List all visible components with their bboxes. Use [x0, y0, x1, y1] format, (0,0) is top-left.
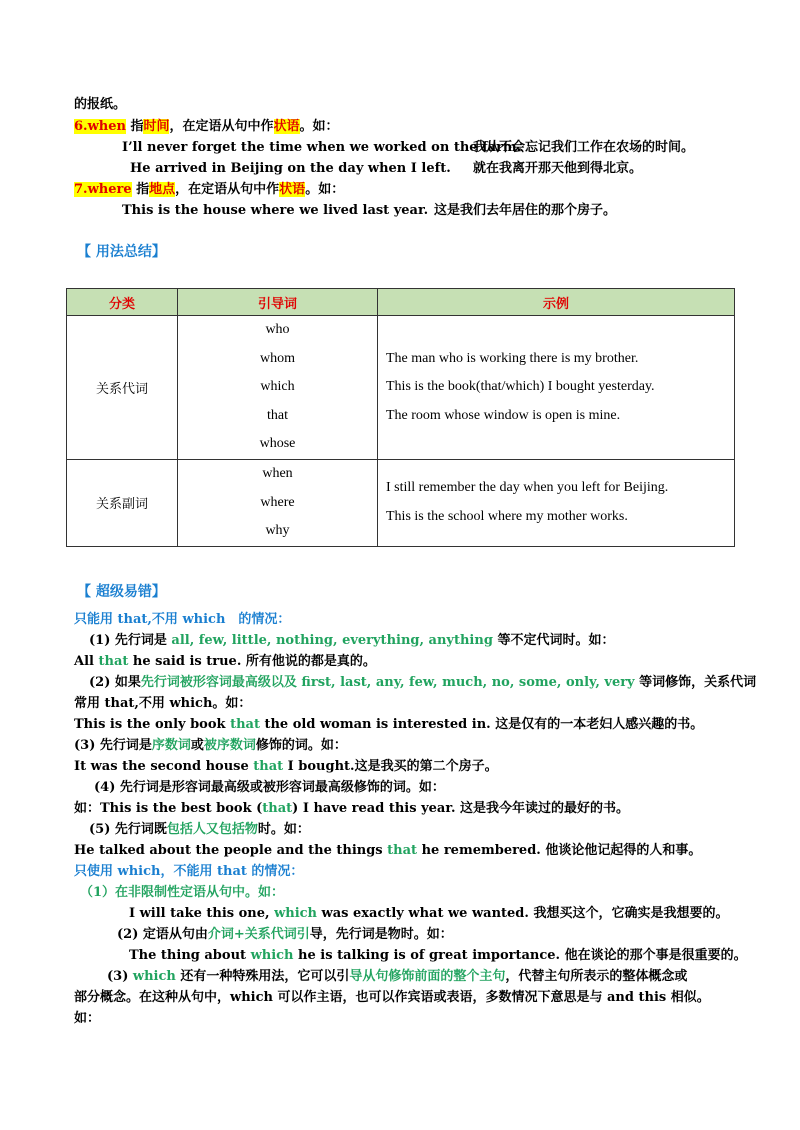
section-title-errors: 【 超级易错】	[77, 584, 166, 600]
keyword-adverbial: 状语	[273, 119, 300, 134]
examples-cell	[378, 459, 735, 546]
word: where	[260, 494, 295, 510]
example	[74, 653, 376, 671]
keyword-place: 地点	[149, 182, 176, 197]
text: the old woman is interested in. 这是仅有的一本老妇人感兴趣的书。	[259, 717, 704, 732]
words-cell	[178, 459, 378, 546]
subtitle-only-that: 只能用 that,不用 which 的情况：	[74, 612, 291, 627]
example: I still remember the day when you left for Beijing.	[386, 480, 669, 496]
text: This is the only book	[74, 717, 231, 732]
rule-item	[89, 821, 310, 839]
keyword-which: which	[274, 906, 318, 921]
text: he remembered. 他谈论他记起得的人和事。	[417, 843, 702, 858]
text: was exactly what we wanted. 我想买这个，它确实是我想要的。	[317, 906, 729, 921]
text: 还有一种特殊用法，它可以引	[175, 969, 350, 984]
rule-item	[89, 632, 614, 650]
table-row	[67, 316, 735, 460]
example-en: He arrived in Beijing on the day when I left.	[130, 161, 451, 176]
text: 时。如：	[257, 822, 310, 837]
keyword-that: that	[230, 717, 260, 732]
example-zh: 这是我们去年居住的那个房子。	[434, 203, 617, 218]
keyword-that: that	[253, 759, 284, 774]
table-row	[67, 459, 735, 546]
table-header-row	[67, 289, 735, 316]
rule-number: 6.when	[74, 119, 126, 134]
word: when	[262, 465, 293, 481]
highlight: 介词+关系代词引	[207, 927, 310, 942]
text-line: 部分概念。在这种从句中，which 可以作主语，也可以作宾语或表语，多数情况下意思是与 and this 相似。	[74, 990, 710, 1005]
words-cell	[178, 316, 378, 460]
header-category: 分类	[67, 289, 178, 316]
section-title-summary: 【 用法总结】	[77, 244, 166, 260]
text: 等不定代词时。如：	[492, 633, 615, 648]
text: 等词修饰，关系代词	[634, 675, 757, 690]
example: This is the book(that/which) I bought yesterday.	[386, 379, 655, 395]
highlight: all, few, little, nothing, everything, anything	[171, 633, 493, 648]
example-zh: 就在我离开那天他到得北京。	[473, 161, 643, 176]
word: that	[267, 407, 288, 423]
example-en: I’ll never forget the time when we worked on the farm.	[122, 140, 522, 155]
keyword-adverbial: 状语	[279, 182, 306, 197]
examples-cell	[378, 316, 735, 460]
example	[74, 758, 498, 776]
example	[129, 905, 728, 923]
highlight: 先行词被形容词最高级以及 first, last, any, few, much, no, some, only, very	[140, 675, 635, 690]
word: whom	[260, 350, 295, 366]
highlight: 导从句修饰前面的整个主句	[349, 969, 506, 984]
example-zh: 我从不会忘记我们工作在农场的时间。	[473, 140, 695, 155]
example	[74, 800, 629, 818]
text: 指	[131, 182, 150, 197]
example	[74, 716, 703, 734]
example: The man who is working there is my brother.	[386, 350, 639, 366]
text: It was the second house	[74, 759, 254, 774]
word: whose	[259, 436, 296, 452]
text: (5) 先行词既	[89, 822, 167, 837]
text: (2) 定语从句由	[117, 927, 208, 942]
text: I will take this one,	[129, 906, 275, 921]
keyword-time: 时间	[143, 119, 170, 134]
text: The thing about	[129, 948, 251, 963]
rule-where	[74, 181, 344, 199]
text: 如：This is the best book (	[74, 801, 263, 816]
highlight: 包括人又包括物	[166, 822, 258, 837]
text: he said is true. 所有他说的都是真的。	[128, 654, 376, 669]
text: ，在定语从句中作	[175, 182, 280, 197]
word: which	[260, 379, 295, 395]
example: This is the school where my mother works.	[386, 508, 628, 524]
category-cell: 关系副词	[67, 459, 178, 546]
category-cell: 关系代词	[67, 316, 178, 460]
word: who	[265, 322, 290, 337]
text: ，代替主句所表示的整体概念或	[505, 969, 688, 984]
text: I bought.这是我买的第二个房子。	[283, 759, 498, 774]
text: (1) 先行词是	[89, 633, 172, 648]
text: All	[74, 654, 99, 669]
text: 或	[190, 738, 204, 753]
word: why	[265, 523, 290, 539]
text: 。如：	[305, 182, 345, 197]
keyword-that: that	[98, 654, 129, 669]
example	[129, 947, 747, 965]
text-line: 如：	[74, 1011, 101, 1026]
text: 指	[125, 119, 144, 134]
text-line: 常用 that,不用 which。如：	[74, 696, 252, 711]
text: he is talking is of great importance. 他在谈论的那个事是很重要的。	[293, 948, 747, 963]
rule-item	[74, 737, 347, 755]
rule-when	[74, 118, 339, 136]
rule-number: 7.where	[74, 182, 132, 197]
keyword-that: that	[387, 843, 418, 858]
header-examples: 示例	[378, 289, 735, 316]
text: ，在定语从句中作	[169, 119, 274, 134]
text: (3) 先行词是	[74, 738, 152, 753]
rule-item	[89, 674, 756, 692]
header-words: 引导词	[178, 289, 378, 316]
keyword-that: that	[262, 801, 293, 816]
rule-item	[107, 968, 687, 986]
rule-item: (4) 先行词是形容词最高级或被形容词最高级修饰的词。如：	[94, 780, 445, 795]
highlight: 被序数词	[203, 738, 256, 753]
keyword-which: which	[132, 969, 176, 984]
text: He talked about the people and the things	[74, 843, 388, 858]
text: (3)	[107, 969, 133, 984]
example-en: This is the house where we lived last year.	[122, 203, 429, 218]
subtitle-only-which: 只使用 which，不能用 that 的情况：	[74, 864, 304, 879]
example	[74, 842, 701, 860]
rule-item	[117, 926, 453, 944]
keyword-which: which	[250, 948, 294, 963]
text-line: 的报纸。	[74, 97, 127, 112]
text: 。如：	[299, 119, 339, 134]
text: 导，先行词是物时。如：	[309, 927, 453, 942]
text: 修饰的词。如：	[255, 738, 347, 753]
text: ) I have read this year. 这是我今年读过的最好的书。	[292, 801, 630, 816]
summary-table	[66, 288, 735, 547]
example: The room whose window is open is mine.	[386, 407, 621, 423]
rule-item: （1）在非限制性定语从句中。如：	[80, 885, 285, 900]
highlight: 序数词	[151, 738, 191, 753]
text: (2) 如果	[89, 675, 141, 690]
